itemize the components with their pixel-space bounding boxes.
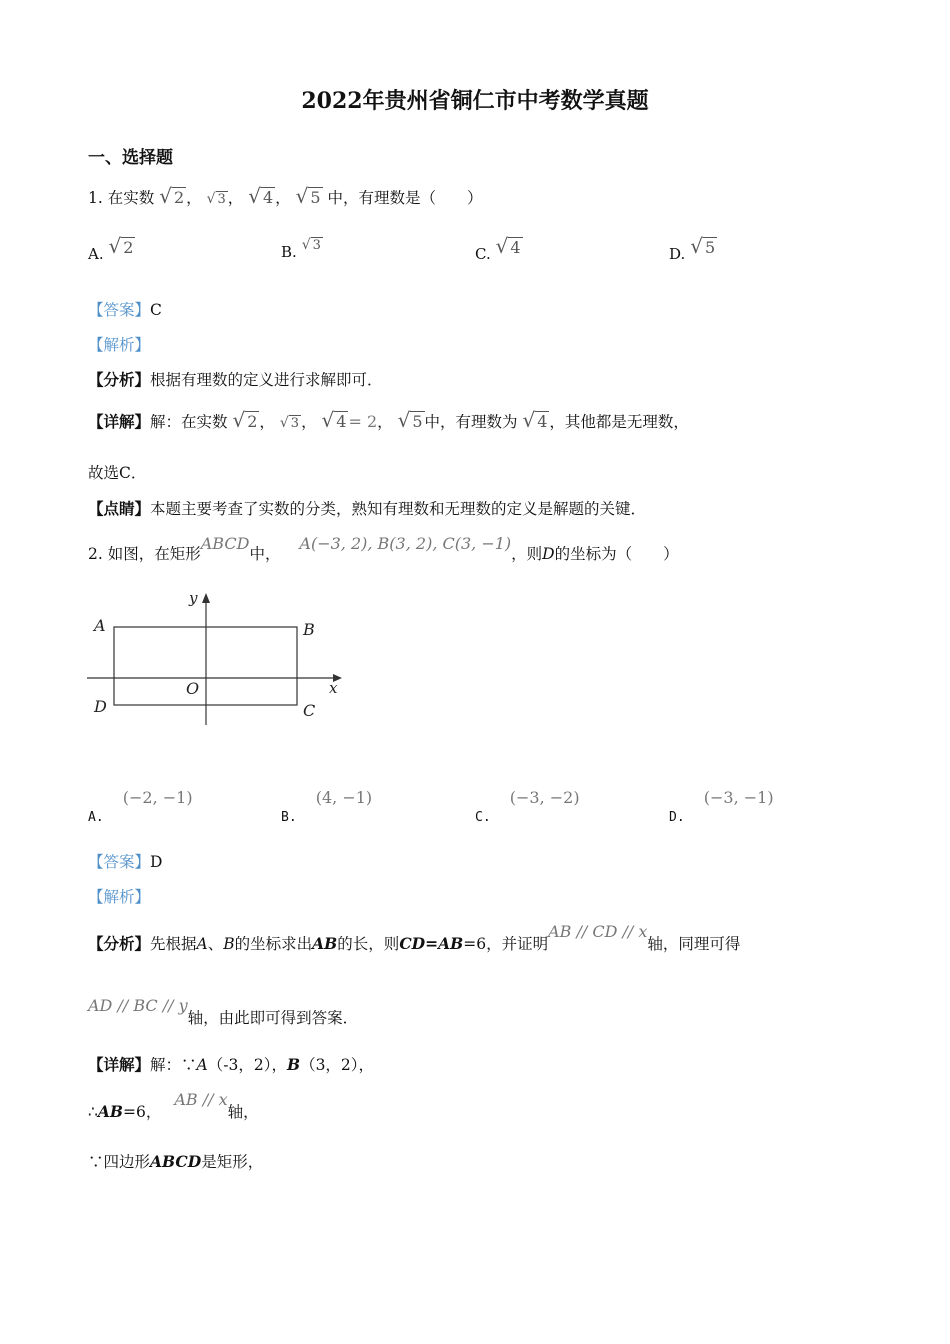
analysis-detail: 【详解】解：在实数 √ 2 ， √ 3 ， √ 4 = 2， √ 5 中，有理数为 √ 4 ，其他都是无理数， — [88, 408, 689, 432]
option-2c[interactable]: $_{C.}$ (−3, −2) — [475, 788, 580, 825]
question-2-stem: 2. 如图，在矩形ABCD中， A(−3, 2), B(3, 2), C(3, −1)，则D的坐标为（ ） — [88, 534, 679, 563]
option-2a[interactable]: $_{A.}$ (−2, −1) — [88, 788, 193, 825]
radical-sqrt5: √ 5 — [295, 184, 321, 208]
analysis-tag: 【解析】 — [88, 336, 151, 354]
analysis-fenxi: 【分析】根据有理数的定义进行求解即可． — [88, 370, 383, 389]
option-b[interactable]: B. √ 3 — [281, 237, 321, 261]
option-d[interactable]: D. √ 5 — [669, 234, 716, 263]
option-2b[interactable]: $_{B.}$ (4, −1) — [281, 788, 373, 825]
label-x: x — [329, 679, 338, 697]
analysis-2-tag: 【解析】 — [88, 888, 151, 906]
page-title: 2022年贵州省铜仁市中考数学真题 — [301, 88, 649, 114]
option-2d[interactable]: $_{D.}$ (−3, −1) — [669, 788, 774, 825]
question-text-suffix: 中，有理数是（ ） — [327, 189, 483, 207]
dianjing: 【点睛】本题主要考查了实数的分类，熟知有理数和无理数的定义是解题的关键． — [88, 499, 647, 518]
label-a: A — [94, 616, 106, 635]
section-heading: 一、选择题 — [88, 148, 173, 168]
conclusion: 故选C． — [88, 464, 147, 482]
y-axis-arrow — [202, 593, 210, 603]
answer-2-line: 【答案】D — [88, 853, 163, 871]
answer-value: C — [150, 301, 162, 319]
label-o: O — [186, 679, 200, 698]
label-y: y — [189, 589, 198, 607]
detail-step-ab: ∴AB=6， AB // x轴， — [88, 1090, 259, 1121]
option-a[interactable]: A. √ 2 — [88, 234, 134, 263]
detail-step-rect: ∵四边形ABCD是矩形， — [88, 1152, 264, 1171]
radical-sqrt2: √ 2 — [159, 184, 185, 208]
analysis-2-fenxi-1: 【分析】先根据A、B的坐标求出AB的长，则CD=AB=6，并证明AB // CD // x轴，同理可得 — [88, 922, 741, 953]
question-number: 1. — [88, 189, 103, 207]
analysis-2-detail: 【详解】解：∵A（-3，2），B（3，2）， — [88, 1055, 375, 1074]
radical-sqrt3: √ 3 — [206, 191, 226, 207]
answer-tag: 【答案】 — [88, 301, 151, 319]
label-d: D — [94, 697, 107, 716]
answer-line — [88, 298, 162, 320]
label-c: C — [303, 701, 316, 720]
coordinate-figure — [85, 585, 355, 730]
analysis-2-fenxi-2: AD // BC // y轴，由此即可得到答案． — [88, 996, 359, 1027]
question-1-stem: 1. 在实数 √ 2 ， √ 3 ， √ 4 ， √ 5 中，有理数是（ ） — [88, 184, 483, 208]
radical-sqrt4: √ 4 — [248, 184, 274, 208]
question-text: 在实数 — [107, 189, 155, 207]
label-b: B — [303, 620, 315, 639]
option-c[interactable]: C. √ 4 — [475, 234, 521, 263]
